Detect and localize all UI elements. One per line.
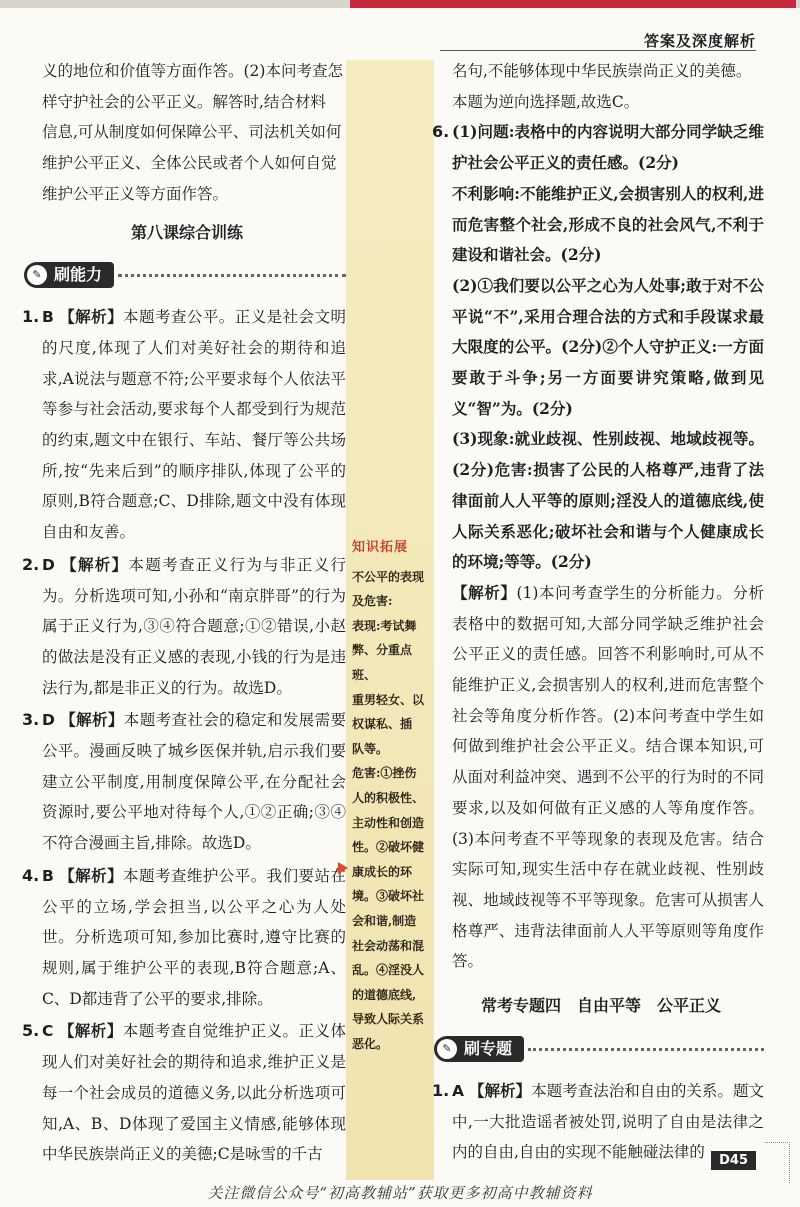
q6-analysis-text: (1)本问考查学生的分析能力。分析表格中的数据可知,大部分同学缺乏维护社会公平正义的责任感。回答不利影响时,可从不能维护正义,会损害别人的权利,进而危害整个社会等角度分析作答。(2)本问考查中学生如何做到维护社会公平正义。结合课本知识,可从面对利益冲突、遇到不公平的行为时的不同要求,以及如何做有正义感的人等角度作答。(3)本问考查不平等现象的表现及危害。结合实际可知,现实生活中存在就业歧视、性别歧视、地域歧视等不平等现象。危害可从损害人格尊严、违背法律面前人人平等原则等角度作答。	[452, 583, 764, 971]
left-column	[22, 56, 346, 1170]
side-note-line: 弊、分重点班、	[352, 643, 413, 682]
ribbon-icon: ✎	[27, 265, 47, 285]
header-title: 答案及深度解析	[643, 32, 756, 50]
side-note-line: 危害:①挫伤	[352, 766, 417, 781]
side-note-line: 队等。	[352, 741, 389, 756]
side-note-line: 会和谐,制造	[352, 913, 417, 928]
answer-item	[22, 302, 346, 548]
intro-paragraph	[28, 56, 346, 210]
side-note-line: 境。③破坏社	[352, 889, 425, 904]
item-tag: 【解析】	[468, 1080, 532, 1100]
item-answer: A	[452, 1081, 464, 1100]
side-note-title: 知识拓展	[352, 540, 409, 555]
special-topic-title: 常考专题四 自由平等 公平正义	[480, 996, 721, 1016]
item-number: 4.	[22, 865, 40, 885]
item-tag: 【解析】	[60, 710, 124, 730]
top-red-bar	[350, 0, 796, 8]
topic-ribbon	[438, 1034, 764, 1066]
answer-item	[22, 861, 346, 1015]
item-number: 5.	[22, 1021, 40, 1041]
item-text: 本题考查社会的稳定和发展需要公平。漫画反映了城乡医保并轨,启示我们要建立公平制度,用制度保障公平,在分配社会资源时,要公平地对待每个人,①②正确;③④不符合漫画主旨,排除。故选D。	[42, 711, 346, 853]
side-note-line: 性。②破坏健	[352, 840, 425, 855]
knowledge-extension-note	[352, 536, 432, 1056]
intro-line: 维护公平正义等方面作答。	[42, 184, 229, 203]
ribbon-badge	[24, 262, 114, 288]
item-answer: B	[42, 866, 54, 885]
side-note-line: 主动性和创造	[352, 815, 425, 830]
ribbon-dots	[528, 1048, 764, 1051]
ribbon-label: 刷能力	[54, 265, 103, 285]
question-6	[432, 117, 764, 578]
item-text: 本题考查法治和自由的关系。题文中,一大批造谣者被处罚,说明了自由是法律之内的自由,自由的实现不能触碰法律的	[452, 1081, 764, 1162]
side-note-line: 康成长的环	[352, 864, 413, 879]
side-note-line: 导致人际关系	[352, 1012, 425, 1027]
item-number: 3.	[22, 710, 40, 730]
item-tag: 【解析】	[59, 307, 124, 327]
continued-line: 本题为逆向选择题,故选C。	[452, 92, 640, 111]
intro-line: 维护公平正义、全体公民或者个人如何自觉	[42, 154, 337, 173]
continued-line: 名句,不能够体现中华民族崇尚正义的美德。	[452, 62, 752, 80]
item-tag: 【解析】	[59, 865, 124, 885]
ribbon-badge	[434, 1036, 524, 1062]
item-answer: D	[42, 711, 55, 730]
q6-analysis	[438, 578, 764, 977]
side-note-line: 及危害:	[352, 594, 393, 609]
q6-part: (1)问题:表格中的内容说明大部分同学缺乏维护社会公平正义的责任感。(2分)	[452, 122, 764, 173]
ribbon-dots	[118, 274, 346, 277]
item-tag: 【解析】	[58, 1021, 123, 1041]
item-text: 本题考查维护公平。我们要站在公平的立场,学会担当,以公平之心为人处世。分析选项可知,参加比赛时,遵守比赛的规则,属于维护公平的表现,B符合题意;A、C、D都违背了公平的要求,排除。	[42, 866, 346, 1008]
intro-line: 样守护社会的公平正义。解答时,结合材料	[42, 92, 326, 111]
side-note-line: 的道德底线,	[352, 987, 417, 1002]
page-corner-marker	[765, 1142, 790, 1183]
top-color-strip	[0, 0, 800, 8]
q6-part: (3)现象:就业歧视、性别歧视、地域歧视等。(2分)危害:损害了公民的人格尊严,违背了法律面前人人平等的原则;淫没人的道德底线,使人际关系恶化;破坏社会和谐与个人健康成长的环境;等等。(2分)	[452, 429, 764, 572]
answer-item	[22, 550, 346, 704]
ability-ribbon	[28, 260, 346, 292]
item-text: 本题考查正义行为与非正义行为。分析选项可知,小孙和“南京胖哥”的行为属于正义行为,③④符合题意;①②错误,小赵的做法是没有正义感的表现,小钱的行为是违法行为,都是非正义的行为。故选D。	[42, 555, 346, 697]
side-note-line: 表现:考试舞	[352, 618, 417, 633]
page-number: D45	[711, 1151, 756, 1170]
side-note-line: 乱。④淫没人	[352, 963, 425, 978]
ribbon-label: 刷专题	[464, 1038, 513, 1058]
intro-line: 信息,可从制度如何保障公平、司法机关如何	[42, 123, 342, 142]
item-number: 6.	[432, 122, 450, 142]
q6-part: (2)①我们要以公平之心为人处事;敢于对不公平说“不”,采用合理合法的方式和手段谋求最大限度的公平。(2分)②个人守护正义:一方面要敢于斗争;另一方面要讲究策略,做到见义“智”为。(2分)	[452, 275, 764, 418]
item-tag: 【解析】	[61, 554, 129, 574]
answer-item	[22, 705, 346, 859]
item-number: 2.	[22, 554, 40, 574]
item-tag: 【解析】	[452, 582, 517, 602]
side-note-line: 权谋私、插	[352, 717, 413, 732]
side-note-line: 不公平的表现	[352, 569, 425, 584]
q6-part: 不利影响:不能维护正义,会损害别人的权利,进而危害整个社会,形成不良的社会风气,不利于建设和谐社会。(2分)	[452, 183, 764, 265]
side-note-line: 重男轻女、以	[352, 692, 425, 707]
section-title: 第八课综合训练	[130, 222, 243, 242]
pointer-arrow-icon	[338, 862, 348, 874]
footer-note: 关注微信公众号“初高教辅站”获取更多初高中教辅资料	[207, 1184, 593, 1202]
intro-line: 义的地位和价值等方面作答。(2)本问考查怎	[42, 62, 343, 80]
side-note-line: 人的积极性、	[352, 790, 425, 805]
answer-item	[22, 1016, 346, 1170]
item-answer: C	[42, 1022, 54, 1041]
item-answer: B	[42, 308, 54, 327]
item-text: 本题考查公平。正义是社会文明的尺度,体现了人们对美好社会的期待和追求,A说法与题意不符;公平要求每个人依法平等参与社会活动,要求每个人都受到行为规范的约束,题文中在银行、车站、餐厅等公共场所,按“先来后到”的顺序排队,体现了公平的原则,B符合题意;C、D排除,题文中没有体现自由和友善。	[42, 308, 346, 542]
continued-text	[438, 56, 764, 117]
ribbon-icon: ✎	[437, 1039, 457, 1059]
side-note-line: 恶化。	[352, 1036, 389, 1051]
side-note-line: 社会动荡和混	[352, 938, 425, 953]
item-answer: D	[42, 555, 55, 574]
item-number: 1.	[22, 307, 40, 327]
right-column	[432, 56, 764, 1168]
header-rule	[440, 50, 756, 51]
item-text: 本题考查自觉维护正义。正义体现人们对美好社会的期待和追求,维护正义是每一个社会成员的道德义务,以此分析选项可知,A、B、D体现了爱国主义情感,能够体现中华民族崇尚正义的美德;C是咏雪的千古	[42, 1022, 346, 1164]
item-number: 1.	[432, 1080, 450, 1100]
